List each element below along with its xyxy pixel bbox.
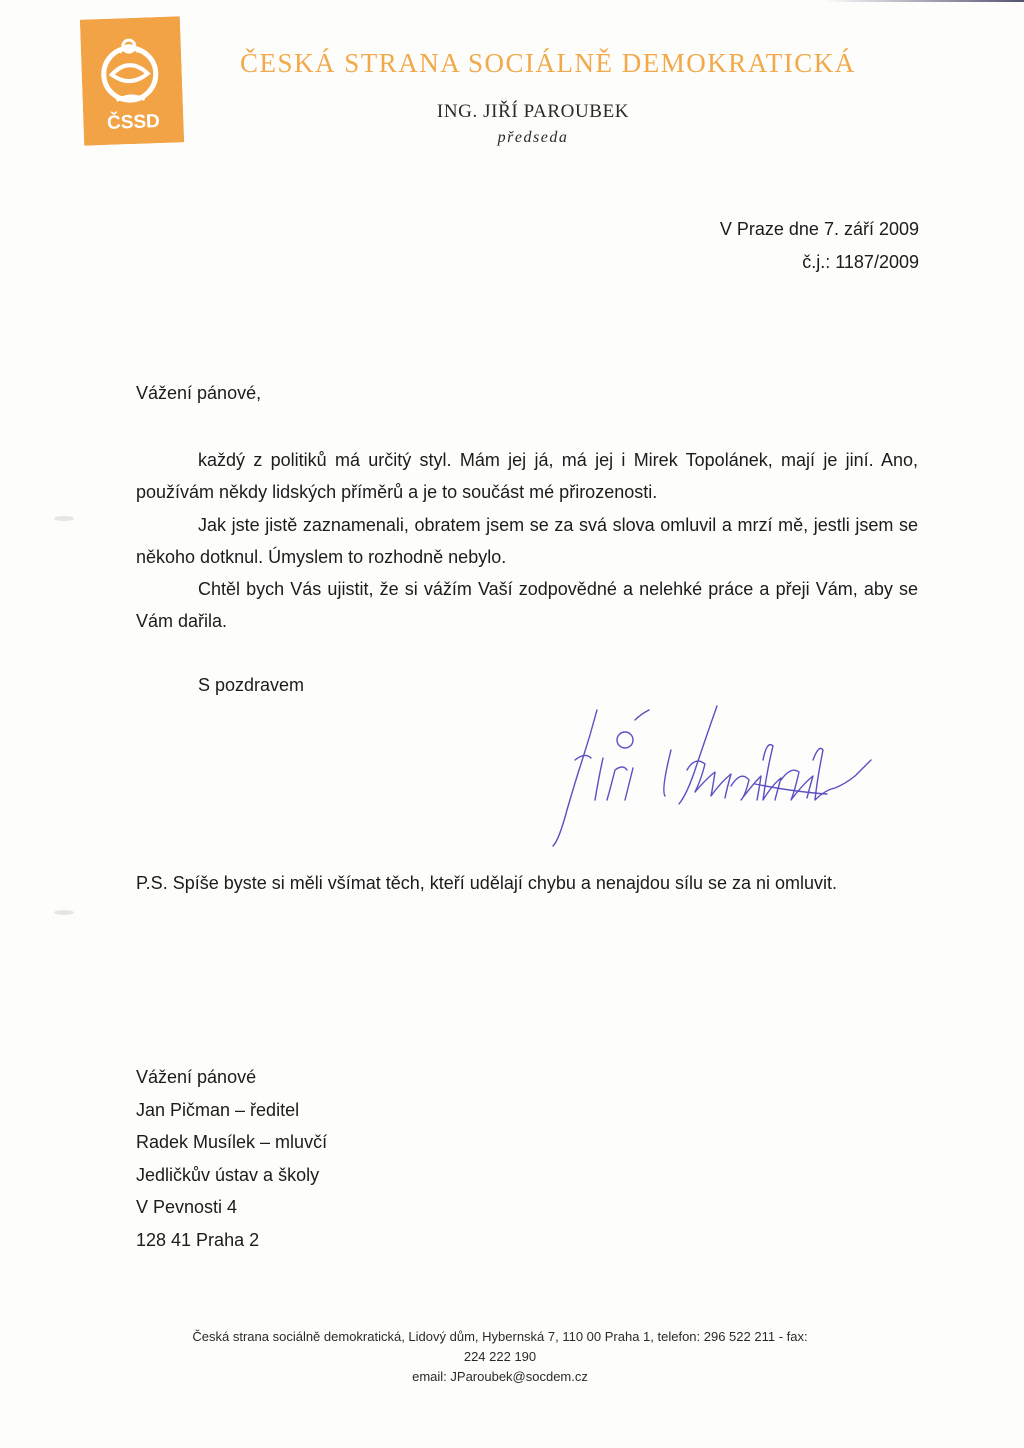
address-line: 128 41 Praha 2 [136, 1229, 260, 1250]
body-paragraph: Chtěl bych Vás ujistit, že si vážím Vaší zodpovědné a nelehké práce a přeji Vám, aby se Vám dařila. [136, 579, 918, 631]
postscript: P.S. Spíše byste si měli všímat těch, kteří udělají chybu a nenajdou sílu se za ni omluvit. [136, 873, 838, 893]
letter-date: V Praze dne 7. září 2009 [719, 219, 919, 239]
letter-footer [0, 1327, 1000, 1387]
address-line: Vážení pánové [136, 1067, 257, 1087]
address-line: Jedličkův ústav a školy [136, 1164, 320, 1185]
body-paragraph: každý z politiků má určitý styl. Mám jej já, má jej i Mirek Topolánek, mají je jiní. Ano, používám někdy lidských příměrů a je to součást mé přirozenosti. [136, 450, 918, 502]
salutation: Vážení pánové, [136, 383, 262, 403]
address-line: Jan Pičman – ředitel [136, 1099, 300, 1120]
chairman-name: ING. JIŘÍ PAROUBEK [436, 101, 630, 122]
scan-edge [824, 0, 1024, 2]
cssd-logo [80, 16, 184, 145]
reference-number: č.j.: 1187/2009 [802, 252, 919, 272]
recipient-address [136, 1061, 327, 1256]
address-line: V Pevnosti 4 [136, 1197, 238, 1217]
signature [545, 700, 875, 850]
scan-mark [54, 516, 74, 521]
footer-email: email: JParoubek@socdem.cz [412, 1369, 588, 1384]
closing: S pozdravem [198, 675, 305, 695]
party-name: ČESKÁ STRANA SOCIÁLNĚ DEMOKRATICKÁ [240, 48, 856, 78]
chairman-role: předseda [497, 129, 569, 146]
address-line: Radek Musílek – mluvčí [136, 1132, 328, 1152]
footer-line: 224 222 190 [463, 1349, 537, 1364]
footer-line: Česká strana sociálně demokratická, Lidový dům, Hybernská 7, 110 00 Praha 1, telefon: 296 522 211 - fax: [192, 1329, 808, 1344]
scan-mark [54, 910, 74, 915]
logo-text: ČSSD [106, 111, 161, 134]
body-paragraph: Jak jste jistě zaznamenali, obratem jsem se za svá slova omluvil a mrzí mě, jestli jsem se někoho dotknul. Úmyslem to rozhodně nebylo. [136, 515, 918, 567]
